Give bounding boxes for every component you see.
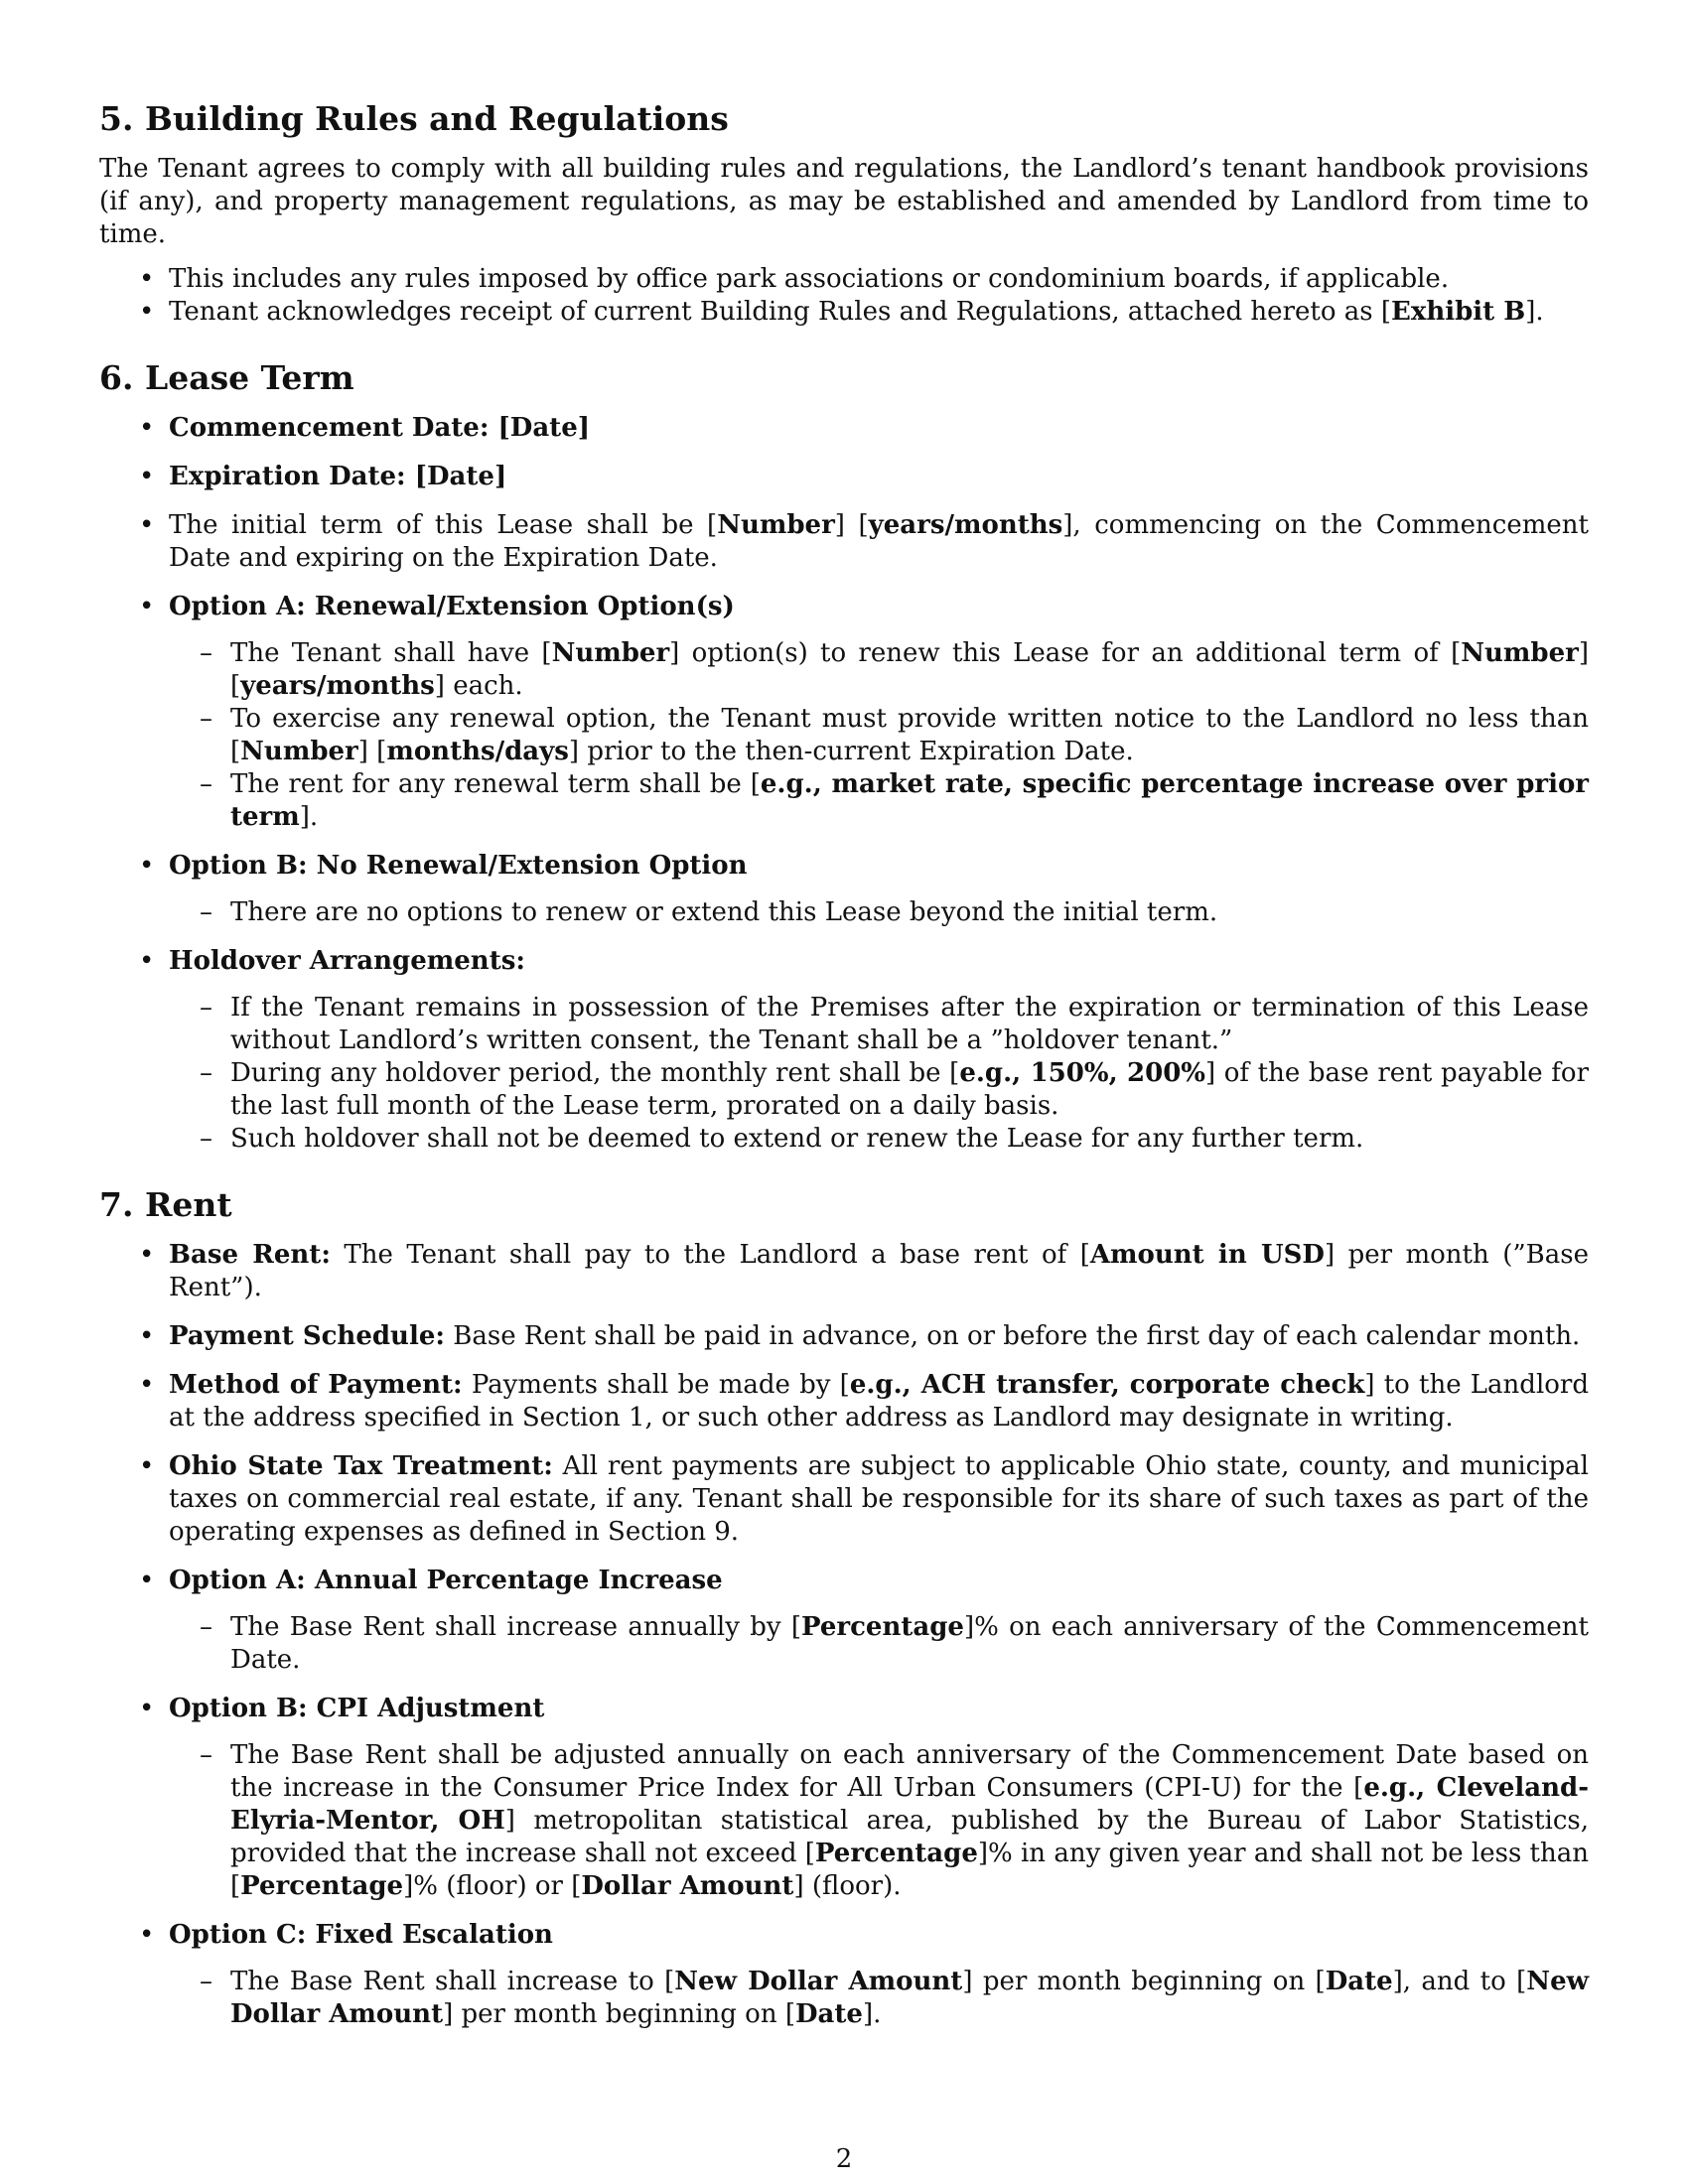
- sublist-item: – To exercise any renewal option, the Tenant must provide written notice to the Landlord no less than [Number] [months/days] prior to the then-current Expiration Date.: [168, 703, 1589, 768]
- section-6-list: [99, 412, 1589, 1156]
- list-item: • Payment Schedule: Base Rent shall be paid in advance, on or before the first day of each calendar month.: [99, 1320, 1589, 1353]
- sublist-item: – The Tenant shall have [Number] option(s) to renew this Lease for an additional term of [Number] [years/months] each.: [168, 637, 1589, 703]
- section-6: [99, 358, 1589, 1156]
- list-item: • Tenant acknowledges receipt of current Building Rules and Regulations, attached hereto as [Exhibit B].: [99, 296, 1589, 329]
- section-7-list: [99, 1239, 1589, 2031]
- sublist-item: – There are no options to renew or extend this Lease beyond the initial term.: [168, 896, 1589, 929]
- list-item: • Option A: Annual Percentage Increase – The Base Rent shall increase annually by [Percentage]% on each anniversary of the Commencement Date.: [99, 1565, 1589, 1677]
- sublist-item: – The Base Rent shall increase to [New Dollar Amount] per month beginning on [Date], and to [New Dollar Amount] per month beginning on [Date].: [168, 1966, 1589, 2031]
- sublist-item: – The Base Rent shall increase annually by [Percentage]% on each anniversary of the Commencement Date.: [168, 1611, 1589, 1677]
- sublist-item: – If the Tenant remains in possession of the Premises after the expiration or termination of this Lease without Landlord’s written consent, the Tenant shall be a ”holdover tenant.”: [168, 992, 1589, 1057]
- list-item: • Base Rent: The Tenant shall pay to the Landlord a base rent of [Amount in USD] per month (”Base Rent”).: [99, 1239, 1589, 1304]
- section-5-list: [99, 263, 1589, 329]
- section-7: [99, 1185, 1589, 2031]
- list-item: • Option C: Fixed Escalation – The Base Rent shall increase to [New Dollar Amount] per month beginning on [Date], and to [New Dollar Amount] per month beginning on [Date].: [99, 1919, 1589, 2031]
- sublist-item: – During any holdover period, the monthly rent shall be [e.g., 150%, 200%] of the base rent payable for the last full month of the Lease term, prorated on a daily basis.: [168, 1057, 1589, 1123]
- section-6-heading: 6. Lease Term: [99, 358, 354, 397]
- list-item: • The initial term of this Lease shall be [Number] [years/months], commencing on the Commencement Date and expiring on the Expiration Date.: [99, 509, 1589, 575]
- section-5-paragraph: The Tenant agrees to comply with all building rules and regulations, the Landlord’s tenant handbook provisions (if any), and property management regulations, as may be established and amended by Landlord from time to time.: [99, 154, 1589, 249]
- section-5: [99, 99, 1589, 329]
- section-5-heading: 5. Building Rules and Regulations: [99, 99, 729, 138]
- sublist: [169, 896, 1589, 929]
- list-item: • Commencement Date: [Date]: [99, 412, 1589, 445]
- document-page: [99, 99, 1589, 2059]
- sublist: [169, 1739, 1589, 1903]
- list-item: • Ohio State Tax Treatment: All rent payments are subject to applicable Ohio state, county, and municipal taxes on commercial real estate, if any. Tenant shall be responsible for its share of such taxes as part of the operating expenses as defined in Section 9.: [99, 1450, 1589, 1549]
- list-item: • Holdover Arrangements: – If the Tenant remains in possession of the Premises after the expiration or termination of this Lease without Landlord’s written consent, the Tenant shall be a ”holdover tenant.” – During any holdover period, the monthly rent shall be [e.g., 150%, 200%] of the base rent payable for the last full month of the Lease term, prorated on a daily basis. – Such holdover shall not be deemed to extend or renew the Lease for any further term.: [99, 945, 1589, 1156]
- sublist: [169, 637, 1589, 834]
- sublist: [169, 1611, 1589, 1677]
- page-number: 2: [835, 2144, 853, 2174]
- list-item: • Expiration Date: [Date]: [99, 461, 1589, 493]
- sublist-item: – The rent for any renewal term shall be [e.g., market rate, specific percentage increase over prior term].: [168, 768, 1589, 834]
- sublist: [169, 992, 1589, 1156]
- sublist-item: – The Base Rent shall be adjusted annually on each anniversary of the Commencement Date based on the increase in the Consumer Price Index for All Urban Consumers (CPI-U) for the [e.g., Cleveland-Elyria-Mentor, OH] metropolitan statistical area, published by the Bureau of Labor Statistics, provided that the increase shall not exceed [Percentage]% in any given year and shall not be less than [Percentage]% (floor) or [Dollar Amount] (floor).: [168, 1739, 1589, 1903]
- section-7-heading: 7. Rent: [99, 1185, 232, 1224]
- sublist: [169, 1966, 1589, 2031]
- sublist-item: – Such holdover shall not be deemed to extend or renew the Lease for any further term.: [168, 1123, 1589, 1156]
- list-item: • This includes any rules imposed by office park associations or condominium boards, if applicable.: [99, 263, 1589, 296]
- list-item: • Option B: CPI Adjustment – The Base Rent shall be adjusted annually on each anniversary of the Commencement Date based on the increase in the Consumer Price Index for All Urban Consumers (CPI-U) for the [e.g., Cleveland-Elyria-Mentor, OH] metropolitan statistical area, published by the Bureau of Labor Statistics, provided that the increase shall not exceed [Percentage]% in any given year and shall not be less than [Percentage]% (floor) or [Dollar Amount] (floor).: [99, 1693, 1589, 1903]
- list-item: • Method of Payment: Payments shall be made by [e.g., ACH transfer, corporate check] to the Landlord at the address specified in Section 1, or such other address as Landlord may designate in writing.: [99, 1369, 1589, 1434]
- list-item: • Option A: Renewal/Extension Option(s) – The Tenant shall have [Number] option(s) to renew this Lease for an additional term of [Number] [years/months] each. – To exercise any renewal option, the Tenant must provide written notice to the Landlord no less than [Number] [months/days] prior to the then-current Expiration Date. – The rent for any renewal term shall be [e.g., market rate, specific percentage increase over prior term].: [99, 591, 1589, 834]
- list-item: • Option B: No Renewal/Extension Option – There are no options to renew or extend this Lease beyond the initial term.: [99, 850, 1589, 929]
